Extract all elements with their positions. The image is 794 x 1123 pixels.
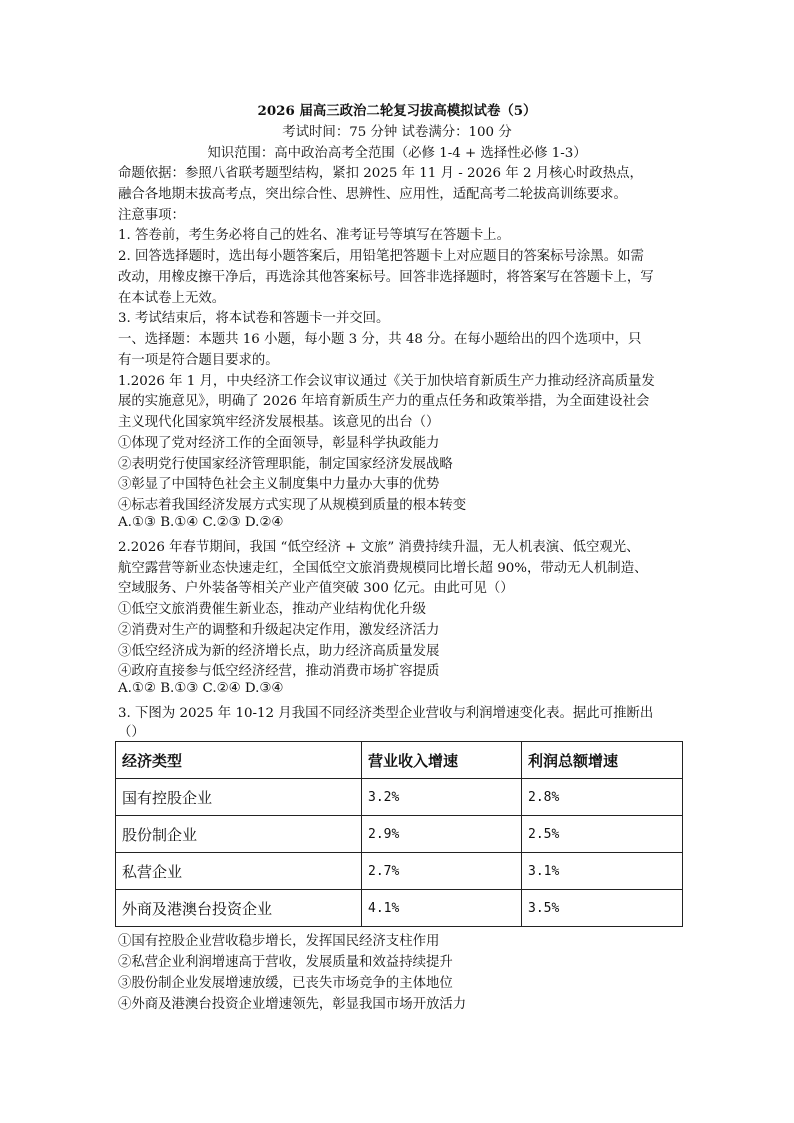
q1-option-3: ③彰显了中国特色社会主义制度集中力量办大事的优势 bbox=[118, 477, 440, 492]
table-cell: 股份制企业 bbox=[116, 816, 362, 853]
table-cell: 2.9% bbox=[362, 816, 522, 853]
q2-option-3: ③低空经济成为新的经济增长点，助力经济高质量发展 bbox=[118, 644, 440, 659]
note-1: 1. 答卷前，考生务必将自己的姓名、准考证号等填写在答题卡上。 bbox=[118, 228, 510, 243]
q1-option-2: ②表明党行使国家经济管理职能，制定国家经济发展战略 bbox=[118, 457, 453, 472]
basis-line-1: 命题依据：参照八省联考题型结构，紧扣 2025 年 11 月 - 2026 年 2 月核心时政热点， bbox=[118, 166, 643, 181]
q1-stem-line-3: 主义现代化国家筑牢经济发展根基。该意见的出台（） bbox=[118, 415, 440, 430]
q2-answer-choices: A.①② B.①③ C.②④ D.③④ bbox=[118, 681, 284, 696]
exam-time-info: 考试时间：75 分钟 试卷满分：100 分 bbox=[282, 125, 512, 140]
table-row bbox=[116, 816, 683, 853]
notes-heading: 注意事项： bbox=[118, 208, 185, 223]
table-cell: 2.5% bbox=[522, 816, 683, 853]
q1-stem-line-2: 展的实施意见》，明确了 2026 年培育新质生产力的重点任务和政策举措，为全面建设社会 bbox=[118, 394, 650, 409]
q1-option-1: ①体现了党对经济工作的全面领导，彰显科学执政能力 bbox=[118, 436, 440, 451]
table-header-row bbox=[116, 742, 683, 779]
table-cell: 2.8% bbox=[522, 779, 683, 816]
table-cell: 4.1% bbox=[362, 890, 522, 927]
table-row bbox=[116, 779, 683, 816]
note-2-line-3: 在本试卷上无效。 bbox=[118, 291, 226, 306]
growth-rate-table bbox=[115, 741, 683, 927]
table-header-cell: 利润总额增速 bbox=[522, 742, 683, 779]
q1-option-4: ④标志着我国经济发展方式实现了从规模到质量的根本转变 bbox=[118, 498, 467, 513]
table-cell: 3.5% bbox=[522, 890, 683, 927]
table-cell: 外商及港澳台投资企业 bbox=[116, 890, 362, 927]
q3-option-2: ②私营企业利润增速高于营收，发展质量和效益持续提升 bbox=[118, 955, 453, 970]
table-row bbox=[116, 890, 683, 927]
note-2-line-1: 2. 回答选择题时，选出每小题答案后，用铅笔把答题卡上对应题目的答案标号涂黑。如需 bbox=[118, 249, 644, 264]
table-header-cell: 经济类型 bbox=[116, 742, 362, 779]
q1-stem-line-1: 1.2026 年 1 月，中央经济工作会议审议通过《关于加快培育新质生产力推动经济高质量发 bbox=[118, 374, 655, 389]
q2-stem-line-1: 2.2026 年春节期间，我国 “低空经济 + 文旅” 消费持续升温，无人机表演、低空观光、 bbox=[118, 540, 640, 555]
table-cell: 3.2% bbox=[362, 779, 522, 816]
table-cell: 2.7% bbox=[362, 853, 522, 890]
table-row bbox=[116, 853, 683, 890]
exam-title: 2026 届高三政治二轮复习拔高模拟试卷（5） bbox=[257, 103, 537, 119]
q3-stem-line-1: 3. 下图为 2025 年 10-12 月我国不同经济类型企业营收与利润增速变化表。据此可推断出 bbox=[118, 706, 654, 721]
q2-stem-line-3: 空域服务、户外装备等相关产业产值突破 300 亿元。由此可见（） bbox=[118, 581, 514, 596]
q3-stem-line-2: （） bbox=[118, 725, 145, 740]
q3-option-4: ④外商及港澳台投资企业增速领先，彰显我国市场开放活力 bbox=[118, 997, 467, 1012]
table-header-cell: 营业收入增速 bbox=[362, 742, 522, 779]
knowledge-scope: 知识范围：高中政治高考全范围（必修 1-4 + 选择性必修 1-3） bbox=[207, 146, 587, 161]
q3-option-1: ①国有控股企业营收稳步增长，发挥国民经济支柱作用 bbox=[118, 934, 440, 949]
note-3: 3. 考试结束后，将本试卷和答题卡一并交回。 bbox=[118, 311, 390, 326]
table-cell: 3.1% bbox=[522, 853, 683, 890]
section-1-line-2: 有一项是符合题目要求的。 bbox=[118, 353, 279, 368]
table-cell: 私营企业 bbox=[116, 853, 362, 890]
q2-option-4: ④政府直接参与低空经济经营，推动消费市场扩容提质 bbox=[118, 664, 440, 679]
q3-option-3: ③股份制企业发展增速放缓，已丧失市场竞争的主体地位 bbox=[118, 976, 453, 991]
table-cell: 国有控股企业 bbox=[116, 779, 362, 816]
basis-line-2: 融合各地期末拔高考点，突出综合性、思辨性、应用性，适配高考二轮拔高训练要求。 bbox=[118, 187, 627, 202]
section-1-line-1: 一、选择题：本题共 16 小题，每小题 3 分，共 48 分。在每小题给出的四个选项中，只 bbox=[118, 332, 642, 347]
q2-stem-line-2: 航空露营等新业态快速走红，全国低空文旅消费规模同比增长超 90%，带动无人机制造、 bbox=[118, 561, 648, 576]
q2-option-2: ②消费对生产的调整和升级起决定作用，激发经济活力 bbox=[118, 623, 440, 638]
note-2-line-2: 改动，用橡皮擦干净后，再选涂其他答案标号。回答非选择题时，将答案写在答题卡上，写 bbox=[118, 270, 654, 285]
q1-answer-choices: A.①③ B.①④ C.②③ D.②④ bbox=[118, 515, 284, 530]
q2-option-1: ①低空文旅消费催生新业态，推动产业结构优化升级 bbox=[118, 602, 426, 617]
